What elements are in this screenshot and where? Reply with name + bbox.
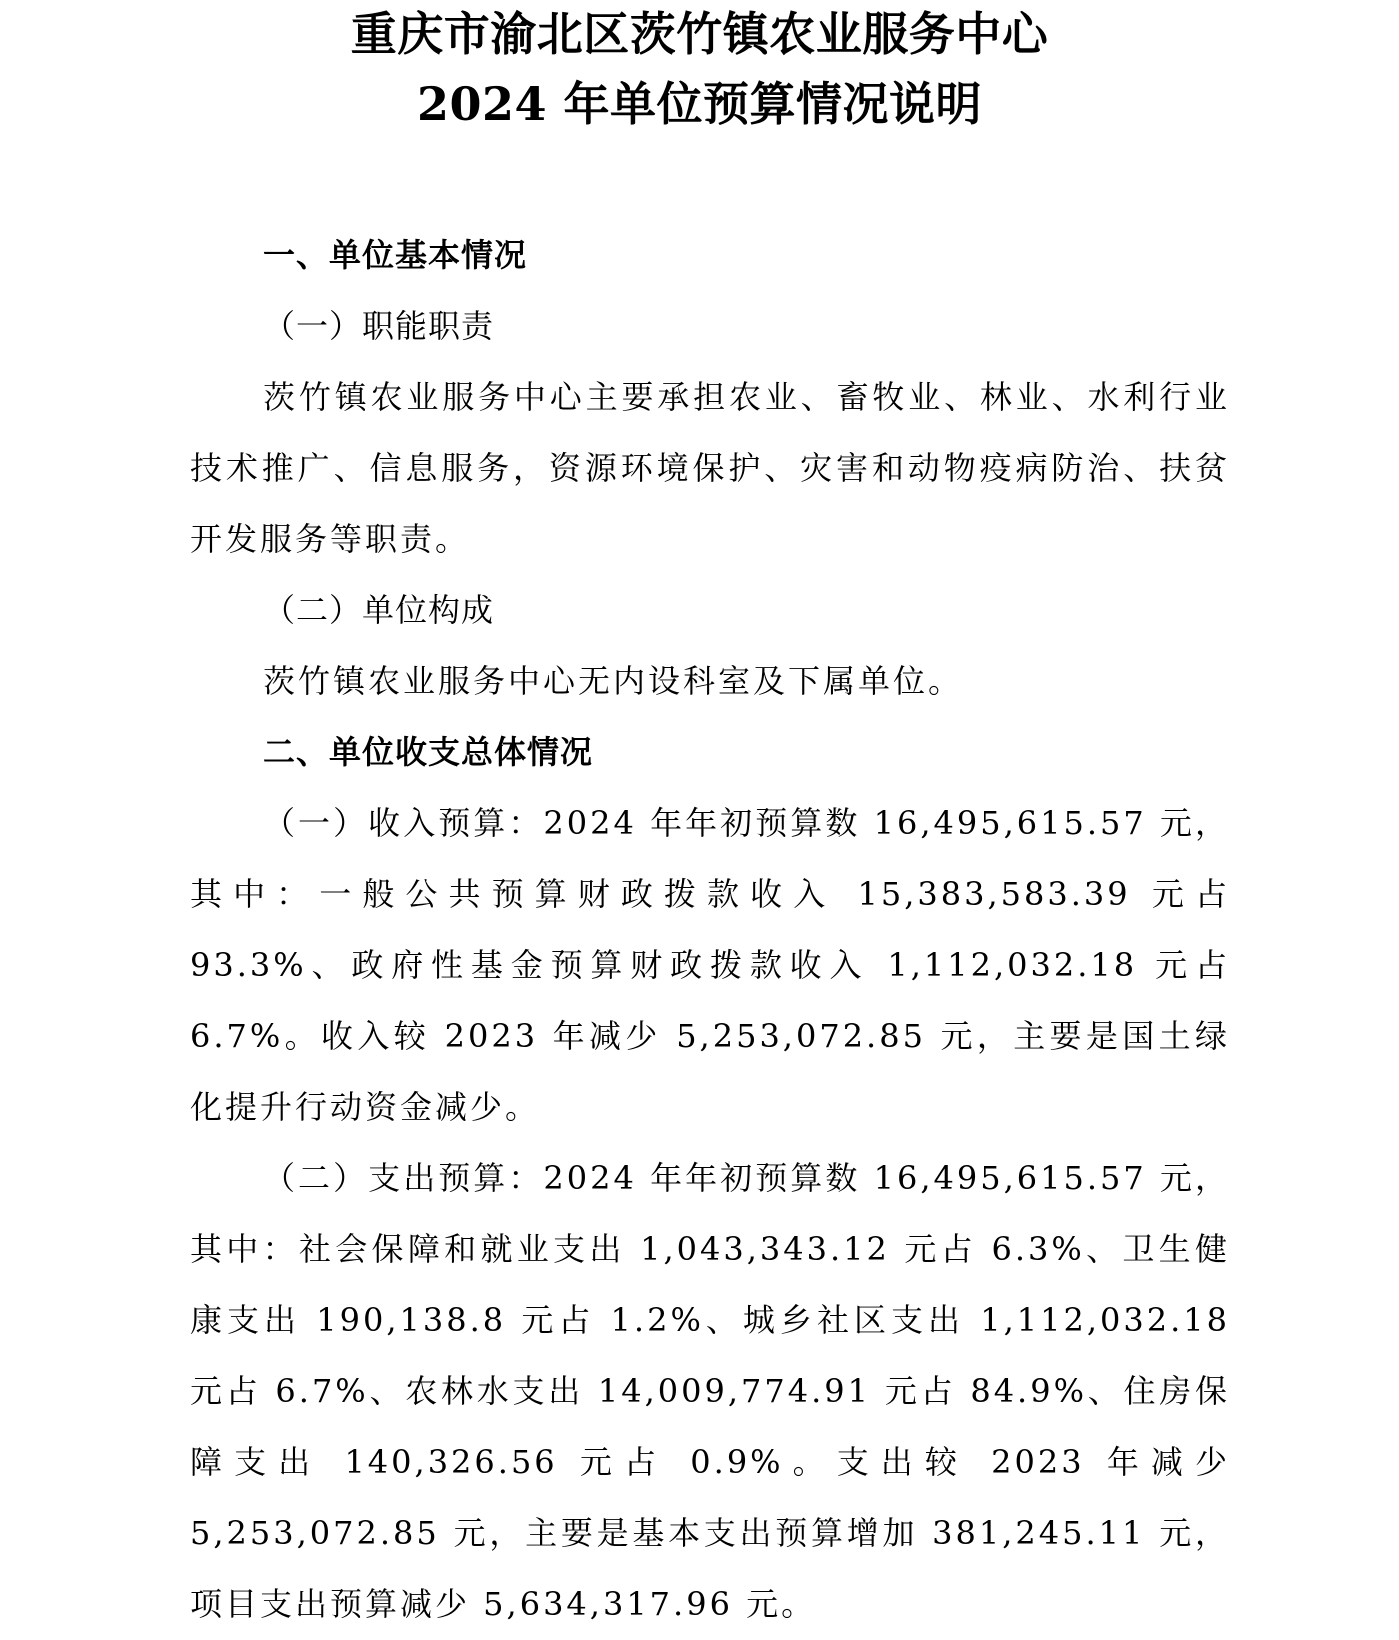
section2-heading: 二、单位收支总体情况 [263, 733, 594, 771]
document-body [190, 220, 1230, 1640]
section2-expense-paragraph: （二）支出预算：2024 年年初预算数 16,495,615.57 元，其中：社会保障和就业支出 1,043,343.12 元占 6.3%、卫生健康支出 190,138.8 元占 1.2%、城乡社区支出 1,112,032.18 元占 6.7%、农林水支出 14,009,774.91 元占 84.9%、住房保障支出 140,326.56 元占 0.9%。支出较 2023 年减少 5,253,072.85 元，主要是基本支出预算增加 381,245.11 元，项目支出预算减少 5,634,317.96 元。 [190, 1159, 1230, 1623]
document-title-line2: 2024 年单位预算情况说明 [416, 77, 983, 131]
section1-sub2-heading: （二）单位构成 [263, 591, 495, 629]
section1-sub1-paragraph: 茨竹镇农业服务中心主要承担农业、畜牧业、林业、水利行业技术推广、信息服务，资源环境保护、灾害和动物疫病防治、扶贫开发服务等职责。 [190, 378, 1230, 558]
section2-income-paragraph: （一）收入预算：2024 年年初预算数 16,495,615.57 元，其中：一般公共预算财政拨款收入 15,383,583.39 元占 93.3%、政府性基金预算财政拨款收入 1,112,032.18 元占 6.7%。收入较 2023 年减少 5,253,072.85 元，主要是国土绿化提升行动资金减少。 [190, 804, 1230, 1126]
section1-heading: 一、单位基本情况 [263, 236, 528, 274]
section1-sub2-paragraph: 茨竹镇农业服务中心无内设科室及下属单位。 [263, 662, 964, 700]
section1-sub1-heading: （一）职能职责 [263, 307, 495, 345]
document-title-line1: 重庆市渝北区茨竹镇农业服务中心 [350, 7, 1049, 61]
